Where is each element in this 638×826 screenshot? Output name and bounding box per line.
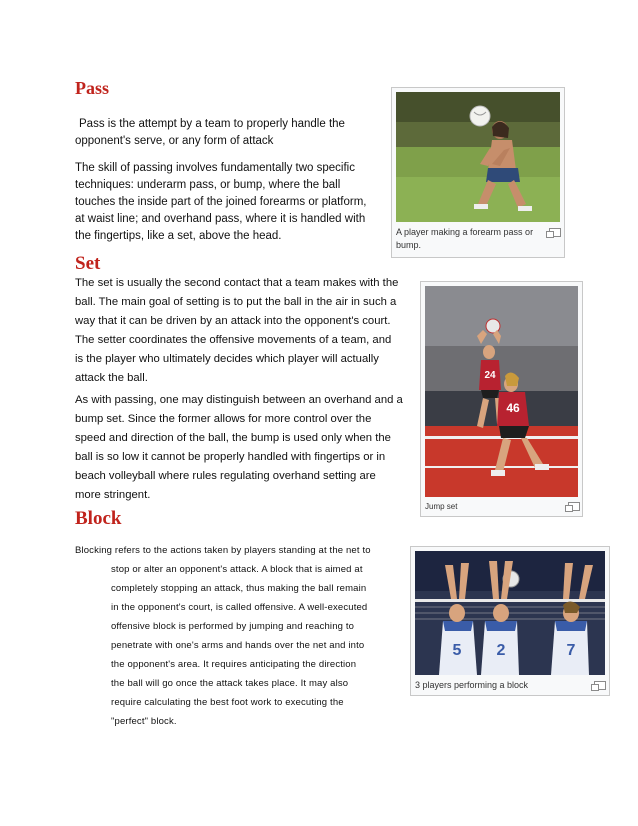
block-line: "perfect" block. (111, 716, 177, 727)
set-figure (420, 281, 583, 517)
jersey-number-5: 5 (452, 642, 462, 659)
pass-intro (75, 116, 345, 150)
pass-caption (396, 226, 546, 252)
enlarge-icon[interactable] (549, 228, 561, 237)
pass-intro-line: Pass is the attempt by a team to properly handle the (79, 118, 345, 130)
jersey-number-24: 24 (484, 370, 496, 381)
block-line: the ball will go once the attack takes place. It may also (111, 678, 349, 689)
set-para-2-line: more stringent. (75, 489, 151, 501)
block-line: the opponent's area. It requires anticipating the direction (111, 659, 357, 670)
block-line: in the opponent's court, is called offensive. A well-executed (111, 602, 368, 613)
set-para-1-line: The set is usually the second contact that a team makes with the (75, 277, 399, 289)
jersey-number-7: 7 (566, 642, 576, 659)
jump-set-photo[interactable] (425, 286, 578, 497)
block-line: completely stopping an attack, thus making the ball remain (111, 583, 367, 594)
pass-body-line: The skill of passing involves fundamentally two specific (75, 162, 355, 174)
set-heading: Set (75, 253, 101, 274)
enlarge-icon[interactable] (594, 681, 606, 690)
block-heading: Block (75, 508, 122, 529)
pass-body-line: techniques: underarm pass, or bump, where the ball (75, 179, 341, 191)
set-para-1-line: way that it can be driven by an attack into the opponent's court. (75, 315, 391, 327)
block-line: penetrate with one's arms and hands over the net and into (111, 640, 365, 651)
block-caption: 3 players performing a block (415, 680, 529, 690)
set-para-2-line: beach volleyball where rules regulating overhand setting are (75, 470, 376, 482)
set-para-2-line: bump set. Since the former allows for more control over the (75, 413, 372, 425)
jersey-number-2: 2 (496, 642, 506, 659)
pass-body-line: touches the inside part of the joined forearms or platform, (75, 196, 367, 208)
pass-figure (391, 87, 565, 258)
block-photo[interactable] (415, 551, 605, 675)
block-line: require calculating the best foot work to executing the (111, 697, 344, 708)
block-line: Blocking refers to the actions taken by players standing at the net to (75, 545, 371, 556)
set-caption: Jump set (425, 502, 458, 511)
enlarge-icon[interactable] (568, 502, 580, 511)
jersey-number-46: 46 (506, 401, 520, 415)
block-para (75, 541, 371, 731)
set-para-2-line: ball is so low it cannot be properly handled with fingertips or in (75, 451, 386, 463)
set-para-1-line: is the player who ultimately decides which player will actually (75, 353, 379, 365)
set-para-1-line: attack the ball. (75, 372, 148, 384)
pass-intro-line: opponent's serve, or any form of attack (75, 135, 274, 147)
block-figure (410, 546, 610, 696)
set-para-1-line: ball. The main goal of setting is to put the ball in the air in such a (75, 296, 397, 308)
pass-body (75, 160, 367, 245)
set-para-2-line: speed and direction of the ball, the bump is used only when the (75, 432, 391, 444)
block-line: stop or alter an opponent's attack. A block that is aimed at (111, 564, 363, 575)
set-para-2 (75, 391, 403, 505)
pass-heading: Pass (75, 78, 110, 98)
pass-body-line: at waist line; and overhand pass, where it is handled with (75, 213, 366, 225)
pass-caption-line: bump. (396, 240, 422, 250)
pass-caption-line: A player making a forearm pass or (396, 227, 534, 237)
set-para-1-line: The setter coordinates the offensive movements of a team, and (75, 334, 392, 346)
set-para-2-line: As with passing, one may distinguish between an overhand and a (75, 394, 403, 406)
pass-body-line: the fingertips, like a set, above the head. (75, 230, 282, 242)
block-line: offensive block is performed by jumping and reaching to (111, 621, 355, 632)
set-para-1 (75, 274, 398, 388)
forearm-pass-photo[interactable] (396, 92, 560, 222)
